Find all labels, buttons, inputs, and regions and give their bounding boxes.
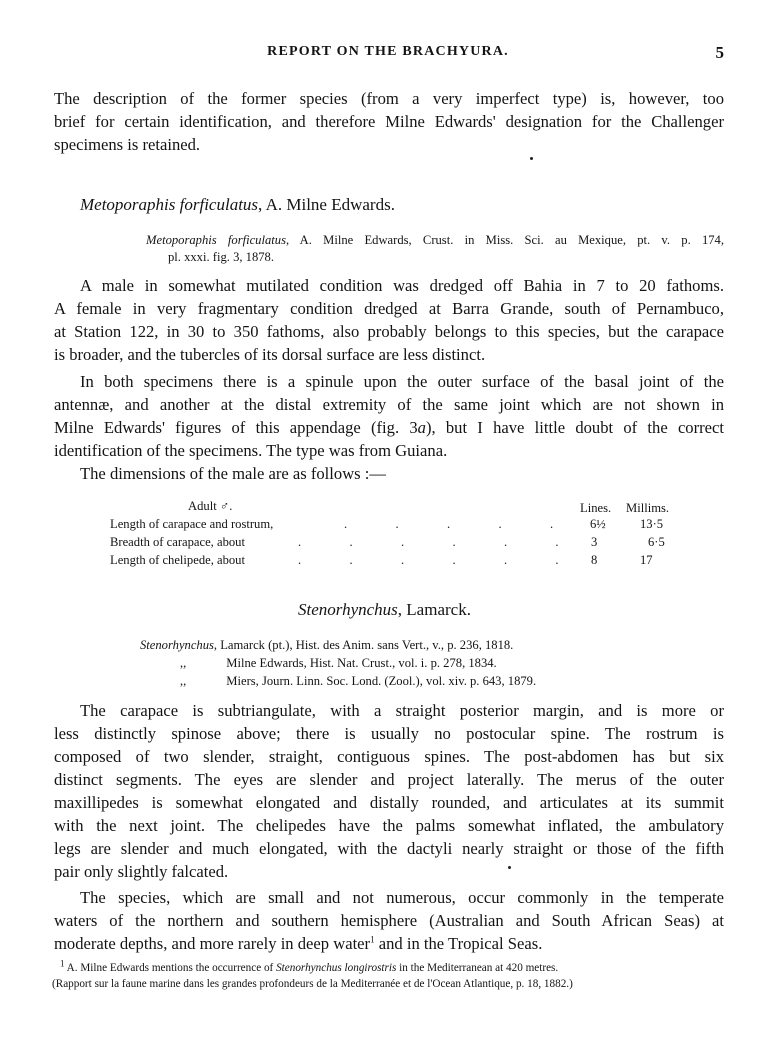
s2-para1-line-2: less distinctly spinose above; there is usually no postocular spine. The rostrum is bbox=[54, 724, 724, 743]
s2-citation-1 bbox=[140, 638, 513, 653]
s1-para1-line-1: A male in somewhat mutilated condition was dredged off Bahia in 7 to 20 fathoms. bbox=[80, 276, 724, 295]
s1-para2-line-2: antennæ, and another at the distal extremity of the same joint which are not shown in bbox=[54, 395, 724, 414]
s1-para1-line-3: at Station 122, in 30 to 350 fathoms, also probably belongs to this species, but the carapace bbox=[54, 322, 724, 341]
footnote-marker: 1 bbox=[60, 958, 65, 969]
ditto-mark: ,, bbox=[180, 656, 187, 670]
s2-citation-3 bbox=[180, 674, 536, 689]
footnote-ref: 1 bbox=[370, 934, 375, 945]
table-row-lines: 3 bbox=[591, 535, 598, 549]
table-row-dots: . . . . . . bbox=[298, 535, 561, 549]
ditto-mark: ,, bbox=[180, 674, 187, 688]
s2-para2-line-3b: and in the Tropical Seas. bbox=[374, 934, 543, 953]
citation-ref: , Lamarck (pt.), Hist. des Anim. sans Vert., v., p. 236, 1818. bbox=[213, 638, 514, 652]
intro-line-3: specimens is retained. bbox=[54, 135, 201, 154]
s1-para2-line-3b: ), but I have little doubt of the correct bbox=[425, 418, 724, 437]
running-head: REPORT ON THE BRACHYURA. bbox=[267, 44, 509, 59]
table-row-label: Length of carapace and rostrum, bbox=[110, 517, 274, 531]
genus-author: , Lamarck. bbox=[397, 600, 471, 619]
s2-para1-line-3: composed of two slender, straight, contiguous spines. The post-abdomen has but six bbox=[54, 747, 724, 766]
footnote-text-b: in the Mediterranean at 420 metres. bbox=[396, 962, 559, 974]
table-row-label: Breadth of carapace, about bbox=[110, 535, 245, 549]
s1-para1-line-2: A female in very fragmentary condition dredged at Barra Grande, south of Pernambuco, bbox=[54, 299, 724, 318]
s2-para2-line-1: The species, which are small and not numerous, occur commonly in the temperate bbox=[80, 888, 724, 907]
intro-line-1: The description of the former species (from a very imperfect type) is, however, too bbox=[54, 89, 724, 108]
species-name: Metoporaphis forficulatus bbox=[80, 195, 259, 214]
intro-line-2: brief for certain identification, and therefore Milne Edwards' designation for the Challenger bbox=[54, 112, 724, 131]
col-header-millims: Millims. bbox=[626, 501, 670, 515]
s2-citation-2 bbox=[180, 656, 497, 671]
col-header-lines: Lines. bbox=[580, 501, 612, 515]
citation-ref: Milne Edwards, Hist. Nat. Crust., vol. i. p. 278, 1834. bbox=[226, 656, 497, 670]
s2-para1-line-4: distinct segments. The eyes are slender and project laterally. The merus of the outer bbox=[54, 770, 724, 789]
genus-name: Stenorhynchus bbox=[298, 600, 398, 619]
s2-para2-line-3 bbox=[54, 934, 542, 954]
s2-para2-line-3a: moderate depths, and more rarely in deep water bbox=[54, 934, 371, 953]
print-speck bbox=[508, 866, 511, 869]
table-row-lines: 6½ bbox=[590, 517, 606, 531]
table-row-millims: 13·5 bbox=[640, 517, 664, 531]
table-row-millims: 6·5 bbox=[648, 535, 665, 549]
footnote-line-1 bbox=[60, 958, 559, 974]
s1-para2-line-3a: Milne Edwards' figures of this appendage (fig. 3 bbox=[54, 418, 418, 437]
footnote-line-2: (Rapport sur la faune marine dans les grandes profondeurs de la Mediterranée et de l'Ocean Atlantique, p. 18, 1882.) bbox=[52, 978, 573, 990]
s1-para1-line-4: is broader, and the tubercles of its dorsal surface are less distinct. bbox=[54, 345, 486, 364]
s2-para1-line-7: legs are slender and much elongated, with the dactyli nearly straight or those of the fifth bbox=[54, 839, 724, 858]
s1-para2-line-1: In both specimens there is a spinule upon the outer surface of the basal joint of the bbox=[80, 372, 724, 391]
s1-para2-line-4: identification of the specimens. The type was from Guiana. bbox=[54, 441, 448, 460]
table-row-dots: . . . . . bbox=[344, 517, 556, 531]
s1-para3: The dimensions of the male are as follows :— bbox=[80, 464, 386, 483]
species-author: , A. Milne Edwards. bbox=[258, 195, 395, 214]
table-row-millims: 17 bbox=[640, 553, 653, 567]
citation-taxon: Stenorhynchus bbox=[140, 638, 214, 652]
table-row-label: Length of chelipede, about bbox=[110, 553, 245, 567]
s2-para1-line-1: The carapace is subtriangulate, with a straight posterior margin, and is more or bbox=[80, 701, 724, 720]
citation-taxon: Metoporaphis forficulatus bbox=[146, 233, 286, 247]
citation-ref: , A. Milne Edwards, Crust. in Miss. Sci. au Mexique, pt. v. p. 174, bbox=[285, 233, 725, 247]
s2-para1-line-5: maxillipedes is somewhat elongated and distally rounded, and articulates at its summit bbox=[54, 793, 724, 812]
citation-ref: Miers, Journ. Linn. Soc. Lond. (Zool.), vol. xiv. p. 643, 1879. bbox=[226, 674, 537, 688]
species-heading-stenorhynchus bbox=[298, 600, 471, 620]
s2-para1-line-8: pair only slightly falcated. bbox=[54, 862, 229, 881]
table-row-dots: . . . . . . bbox=[298, 553, 561, 567]
page-number: 5 bbox=[715, 43, 724, 62]
s2-para1-line-6: with the next joint. The chelipedes have the palms somewhat inflated, the ambulatory bbox=[54, 816, 724, 835]
citation-line-2: pl. xxxi. fig. 3, 1878. bbox=[168, 250, 274, 264]
footnote-text-a: A. Milne Edwards mentions the occurrence of bbox=[64, 962, 277, 974]
footnote-taxon: Stenorhynchus longirostris bbox=[276, 962, 397, 974]
table-row-header: Adult ♂. bbox=[188, 499, 233, 513]
s2-para2-line-2: waters of the northern and southern hemisphere (Australian and South African Seas) at bbox=[54, 911, 724, 930]
table-row-lines: 8 bbox=[591, 553, 598, 567]
fig-ref-letter: a bbox=[417, 418, 426, 437]
